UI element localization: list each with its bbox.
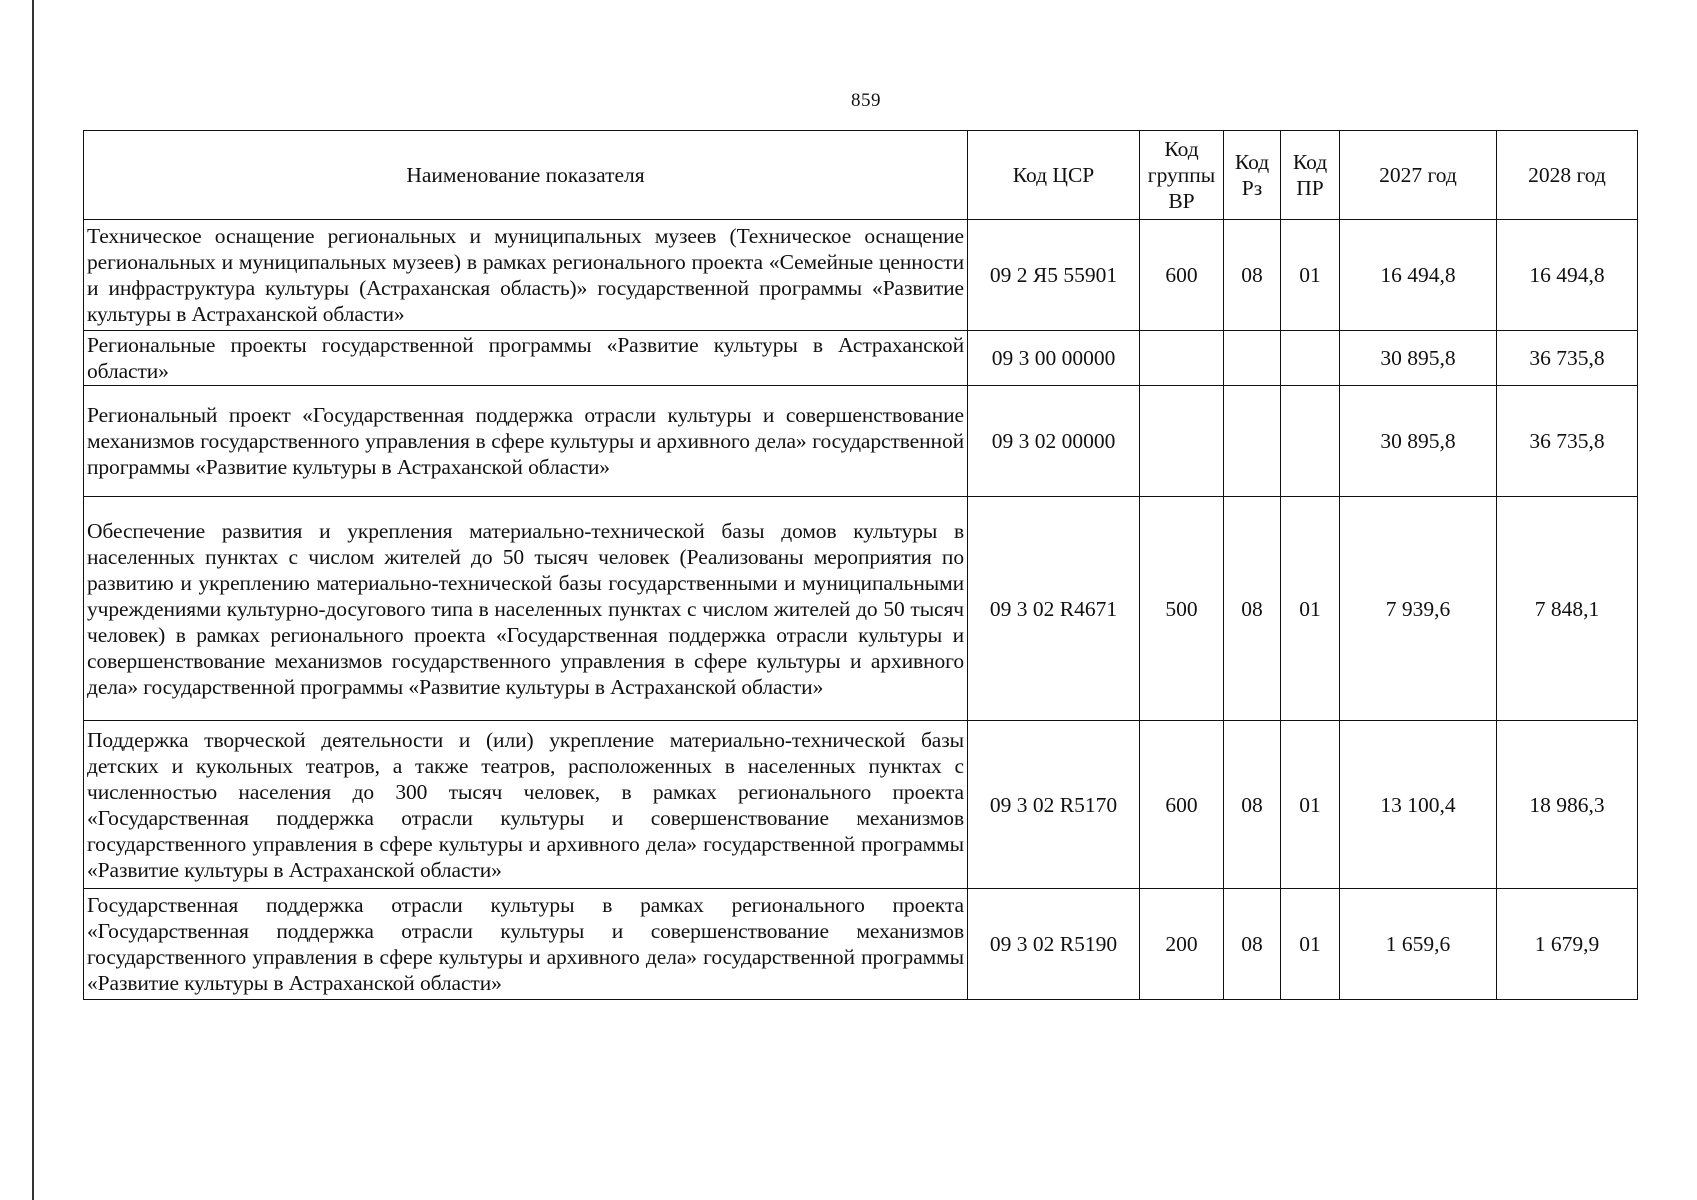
cell-rz: 08 <box>1224 721 1281 889</box>
binding-margin-line <box>32 0 34 1200</box>
cell-csr: 09 3 02 00000 <box>968 386 1140 497</box>
table-row <box>84 331 1638 386</box>
cell-2028: 1 679,9 <box>1497 889 1638 1000</box>
table-row <box>84 721 1638 889</box>
cell-2028: 36 735,8 <box>1497 331 1638 386</box>
table-row <box>84 386 1638 497</box>
cell-rz <box>1224 386 1281 497</box>
cell-2027: 7 939,6 <box>1340 497 1497 721</box>
cell-name: Региональные проекты государственной программы «Развитие культуры в Астраханской области» <box>84 331 968 386</box>
cell-pr: 01 <box>1281 889 1340 1000</box>
cell-csr: 09 2 Я5 55901 <box>968 220 1140 331</box>
header-rz: Код Рз <box>1224 131 1281 220</box>
table-body <box>84 220 1638 1000</box>
cell-2028: 36 735,8 <box>1497 386 1638 497</box>
cell-csr: 09 3 02 R5170 <box>968 721 1140 889</box>
cell-pr: 01 <box>1281 497 1340 721</box>
cell-2028: 18 986,3 <box>1497 721 1638 889</box>
cell-vr: 600 <box>1140 721 1224 889</box>
cell-2027: 30 895,8 <box>1340 386 1497 497</box>
table-row <box>84 220 1638 331</box>
table-header <box>84 131 1638 220</box>
cell-csr: 09 3 02 R5190 <box>968 889 1140 1000</box>
cell-rz: 08 <box>1224 497 1281 721</box>
header-vr: Код группы ВР <box>1140 131 1224 220</box>
cell-name: Обеспечение развития и укрепления материально-технической базы домов культуры в населенных пунктах с числом жителей до 50 тысяч человек (Реализованы мероприятия по развитию и укреплению материально-технической базы государственными и муниципальными учреждениями культурно-досугового типа в населенных пунктах с числом жителей до 50 тысяч человек) в рамках регионального проекта «Государственная поддержка отрасли культуры и совершенствование механизмов государственного управления в сфере культуры и архивного дела» государственной программы «Развитие культуры в Астраханской области» <box>84 497 968 721</box>
cell-name: Государственная поддержка отрасли культуры в рамках регионального проекта «Государственная поддержка отрасли культуры и совершенствование механизмов государственного управления в сфере культуры и архивного дела» государственной программы «Развитие культуры в Астраханской области» <box>84 889 968 1000</box>
page-number: 859 <box>851 90 881 111</box>
cell-2028: 7 848,1 <box>1497 497 1638 721</box>
cell-pr: 01 <box>1281 721 1340 889</box>
cell-csr: 09 3 00 00000 <box>968 331 1140 386</box>
cell-2027: 13 100,4 <box>1340 721 1497 889</box>
cell-pr <box>1281 331 1340 386</box>
cell-vr: 200 <box>1140 889 1224 1000</box>
cell-name: Техническое оснащение региональных и муниципальных музеев (Техническое оснащение региональных и муниципальных музеев) в рамках регионального проекта «Семейные ценности и инфраструктура культуры (Астраханская область)» государственной программы «Развитие культуры в Астраханской области» <box>84 220 968 331</box>
cell-vr <box>1140 386 1224 497</box>
cell-rz: 08 <box>1224 889 1281 1000</box>
cell-pr: 01 <box>1281 220 1340 331</box>
cell-rz: 08 <box>1224 220 1281 331</box>
header-csr: Код ЦСР <box>968 131 1140 220</box>
header-row <box>84 131 1638 220</box>
cell-2027: 1 659,6 <box>1340 889 1497 1000</box>
cell-2028: 16 494,8 <box>1497 220 1638 331</box>
cell-vr: 500 <box>1140 497 1224 721</box>
cell-pr <box>1281 386 1340 497</box>
cell-csr: 09 3 02 R4671 <box>968 497 1140 721</box>
budget-table <box>83 130 1638 1000</box>
table-row <box>84 889 1638 1000</box>
cell-vr <box>1140 331 1224 386</box>
cell-vr: 600 <box>1140 220 1224 331</box>
cell-rz <box>1224 331 1281 386</box>
cell-2027: 30 895,8 <box>1340 331 1497 386</box>
header-2027: 2027 год <box>1340 131 1497 220</box>
header-pr: Код ПР <box>1281 131 1340 220</box>
cell-name: Региональный проект «Государственная поддержка отрасли культуры и совершенствование механизмов государственного управления в сфере культуры и архивного дела» государственной программы «Развитие культуры в Астраханской области» <box>84 386 968 497</box>
header-2028: 2028 год <box>1497 131 1638 220</box>
cell-name: Поддержка творческой деятельности и (или) укрепление материально-технической базы детских и кукольных театров, а также театров, расположенных в населенных пунктах с численностью населения до 300 тысяч человек, в рамках регионального проекта «Государственная поддержка отрасли культуры и совершенствование механизмов государственного управления в сфере культуры и архивного дела» государственной программы «Развитие культуры в Астраханской области» <box>84 721 968 889</box>
cell-2027: 16 494,8 <box>1340 220 1497 331</box>
table-row <box>84 497 1638 721</box>
header-name: Наименование показателя <box>84 131 968 220</box>
page-number-container <box>0 90 1697 112</box>
